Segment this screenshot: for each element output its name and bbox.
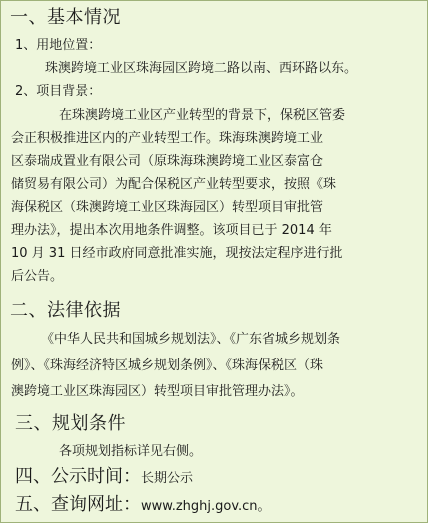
query-url-value: www.zhghj.gov.cn。 [141,499,271,514]
legal-basis-line: 例》、《珠海经济特区城乡规划条例》、《珠海保税区（珠 [11,358,324,373]
query-url-label: 五、查询网址： [15,494,141,515]
background-line: 区泰瑞成置业有限公司（原珠海珠澳跨境工业区泰富仓 [11,154,324,169]
query-url-row [15,494,271,518]
section-3-heading: 三、规划条件 [15,413,126,434]
location-label: 1、用地位置： [15,38,102,53]
background-line: 在珠澳跨境工业区产业转型的背景下，保税区管委 [59,108,346,123]
publicity-time-row [15,466,193,490]
background-label: 2、项目背景： [15,84,102,99]
section-2-heading: 二、法律依据 [10,300,121,321]
publicity-time-label: 四、公示时间： [15,466,141,487]
background-line: 10 月 31 日经市政府同意批准实施，现按法定程序进行批 [11,246,343,261]
publicity-time-value: 长期公示 [141,471,194,486]
background-line: 理办法》，提出本次用地条件调整。该项目已于 2014 年 [11,223,332,238]
location-text: 珠澳跨境工业区珠海园区跨境二路以南、西环路以东。 [45,61,358,76]
planning-conditions-text: 各项规划指标详见右侧。 [59,444,203,459]
background-line: 后公告。 [11,269,64,284]
background-line: 海保税区（珠澳跨境工业区珠海园区）转型项目审批管 [11,200,324,215]
legal-basis-line: 《中华人民共和国城乡规划法》、《广东省城乡规划条 [41,332,341,347]
legal-basis-line: 澳跨境工业区珠海园区）转型项目审批管理办法》。 [11,384,304,399]
section-1-heading: 一、基本情况 [10,7,121,28]
background-line: 会正积极推进区内的产业转型工作。珠海珠澳跨境工业 [11,131,324,146]
background-line: 储贸易有限公司）为配合保税区产业转型要求，按照《珠 [11,177,337,192]
